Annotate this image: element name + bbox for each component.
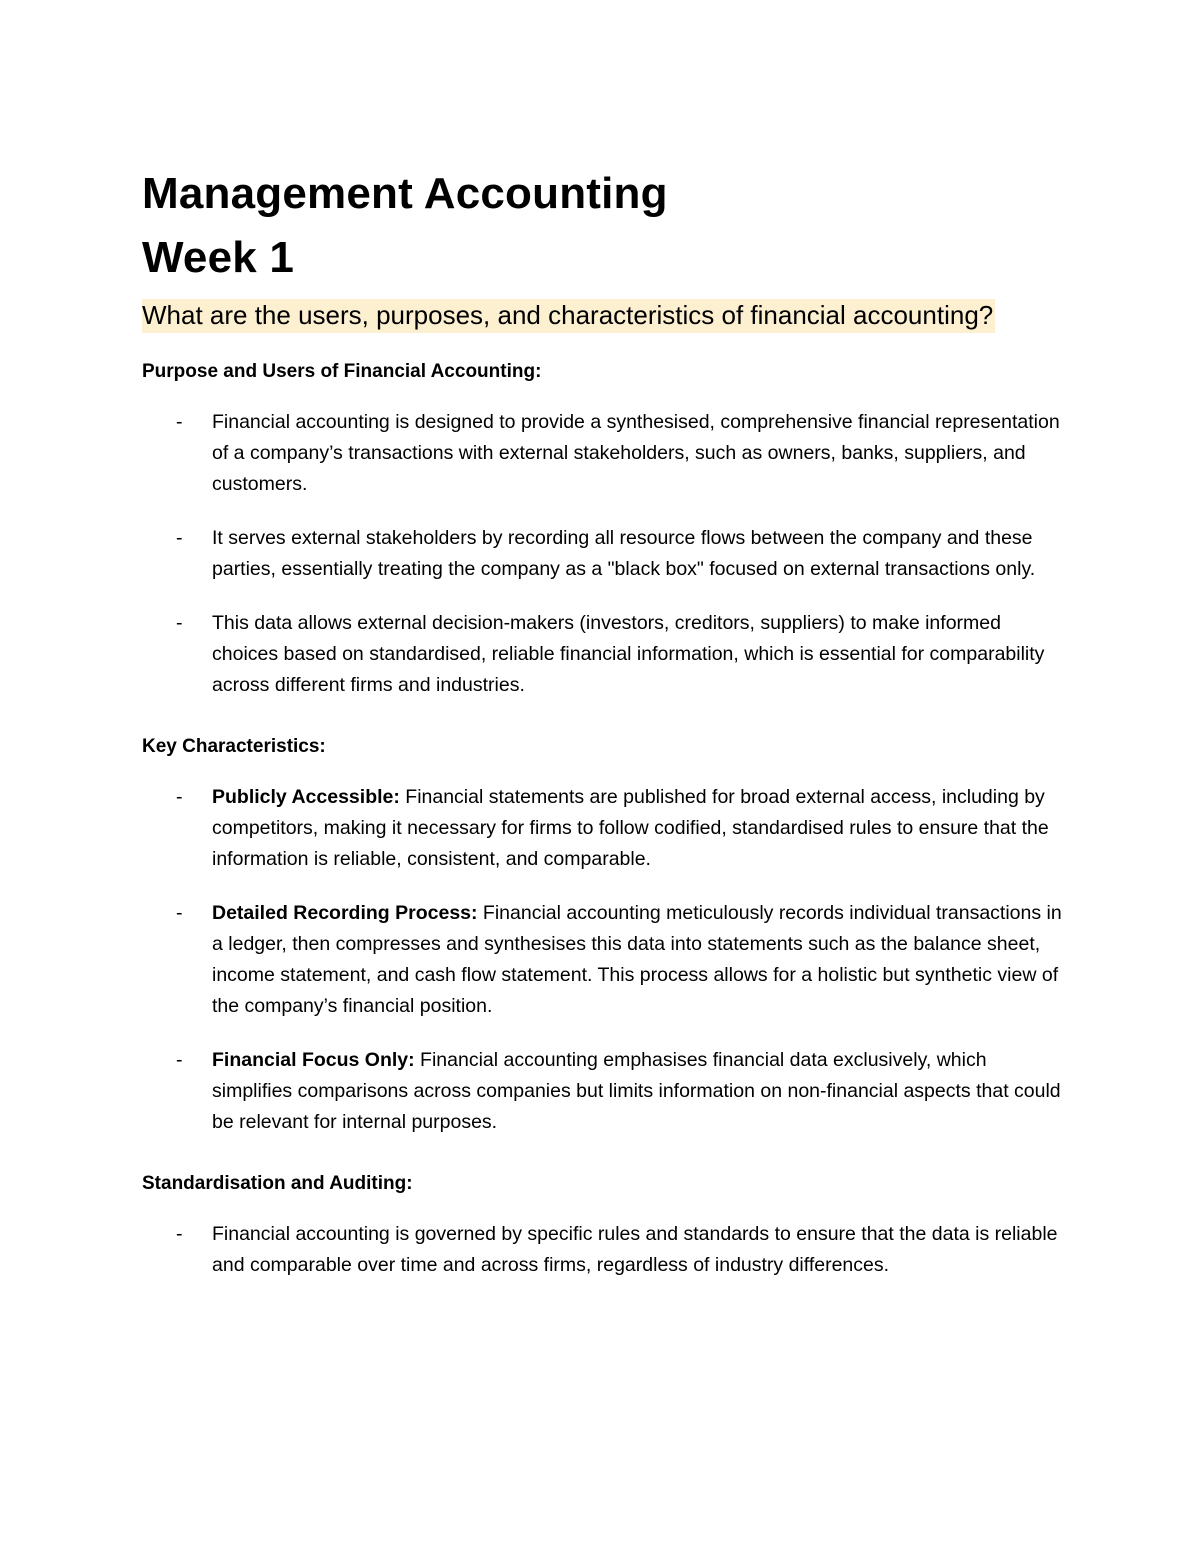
list-item: [142, 1219, 1072, 1281]
standardisation-auditing-list: [142, 1219, 1072, 1281]
dash-bullet: -: [176, 527, 183, 549]
purpose-users-list: [142, 407, 1072, 701]
list-item-lead: Detailed Recording Process:: [212, 902, 478, 924]
list-item: [142, 898, 1072, 1022]
list-item: [142, 407, 1072, 500]
list-item-lead: Publicly Accessible:: [212, 786, 400, 808]
guiding-question: [142, 298, 1072, 332]
section-heading-purpose-users: Purpose and Users of Financial Accounting:: [142, 361, 542, 382]
list-item-text: Financial accounting meticulously records individual transactions in a ledger, then compresses and synthesises this data into statements such as the balance sheet, income statement, and cash flow statement. This process allows for a holistic but synthetic view of the company’s financial position.: [212, 902, 1062, 1017]
list-item: [142, 523, 1072, 585]
dash-bullet: -: [176, 902, 183, 924]
dash-bullet: -: [176, 1223, 183, 1245]
list-item-lead: Financial Focus Only:: [212, 1049, 415, 1071]
section-heading-standardisation-auditing: Standardisation and Auditing:: [142, 1173, 413, 1194]
document-page: [142, 162, 1072, 1281]
key-characteristics-list: [142, 782, 1072, 1138]
document-title-week: Week 1: [142, 233, 295, 282]
dash-bullet: -: [176, 411, 183, 433]
list-item: [142, 782, 1072, 875]
list-item: [142, 1045, 1072, 1138]
document-title-course: Management Accounting: [142, 169, 668, 218]
list-item-text: Financial accounting emphasises financial data exclusively, which simplifies comparisons across companies but limits information on non-financial aspects that could be relevant for internal purposes.: [212, 1049, 1061, 1133]
dash-bullet: -: [176, 1049, 183, 1071]
guiding-question-highlight: What are the users, purposes, and characteristics of financial accounting?: [142, 299, 995, 333]
dash-bullet: -: [176, 786, 183, 808]
dash-bullet: -: [176, 612, 183, 634]
list-item-text: It serves external stakeholders by recording all resource flows between the company and these parties, essentially treating the company as a "black box" focused on external transactions only.: [212, 527, 1036, 580]
list-item-text: This data allows external decision-makers (investors, creditors, suppliers) to make informed choices based on standardised, reliable financial information, which is essential for comparability across different firms and industries.: [212, 612, 1045, 696]
list-item-text: Financial accounting is governed by specific rules and standards to ensure that the data is reliable and comparable over time and across firms, regardless of industry differences.: [212, 1223, 1058, 1276]
list-item-text: Financial accounting is designed to provide a synthesised, comprehensive financial representation of a company’s transactions with external stakeholders, such as owners, banks, suppliers, and customers.: [212, 411, 1060, 495]
section-heading-key-characteristics: Key Characteristics:: [142, 736, 326, 757]
list-item: [142, 608, 1072, 701]
list-item-text: Financial statements are published for broad external access, including by competitors, making it necessary for firms to follow codified, standardised rules to ensure that the information is reliable, consistent, and comparable.: [212, 786, 1049, 870]
